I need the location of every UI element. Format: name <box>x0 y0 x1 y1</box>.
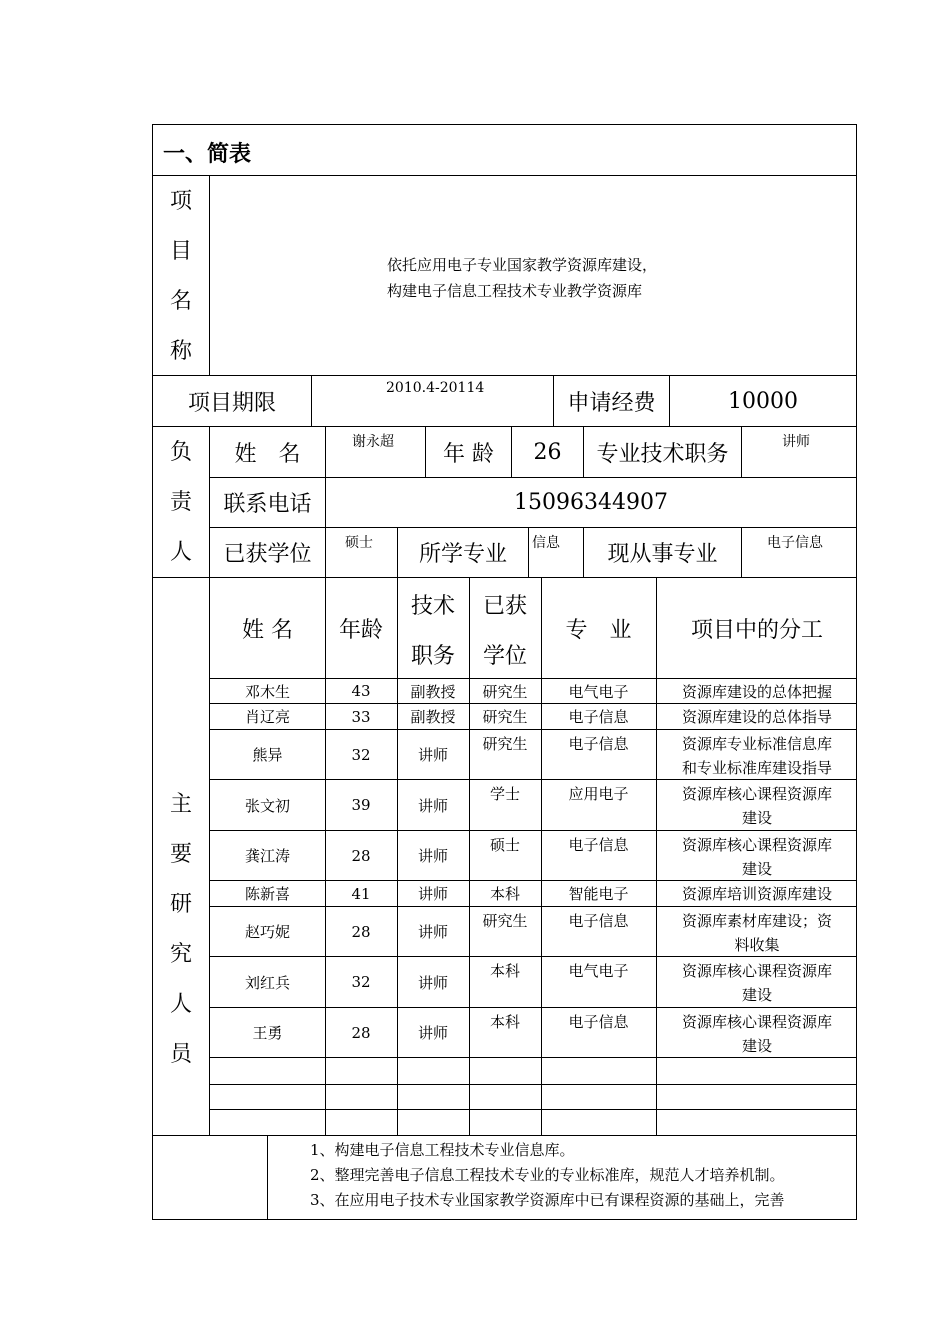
leader-title-cell <box>741 426 857 478</box>
row-role-line2: 和专业标准库建设指导 <box>681 759 832 777</box>
leader-name-label: 姓 名 <box>209 426 326 478</box>
row-role-line2: 建设 <box>741 860 772 878</box>
row-title: 讲师 <box>417 923 448 941</box>
row-role-line1: 资源库核心课程资源库 <box>681 962 832 980</box>
row-age: 41 <box>351 884 371 903</box>
header-role: 项目中的分工 <box>690 617 823 643</box>
period-value: 2010.4-20114 <box>386 380 485 396</box>
row-name: 张文初 <box>244 796 290 815</box>
row-title: 副教授 <box>410 682 456 701</box>
row-degree: 本科 <box>489 885 520 903</box>
row-major: 智能电子 <box>568 885 629 903</box>
project-name-cell <box>209 175 857 376</box>
row-role-line1: 资源库专业标准信息库 <box>681 735 832 753</box>
row-major: 电子信息 <box>568 735 629 753</box>
row-degree: 学士 <box>489 785 520 803</box>
project-name-line1: 依托应用电子专业国家教学资源库建设， <box>387 256 658 274</box>
project-name-label: 项 目 名 称 <box>169 189 192 364</box>
leader-label: 负 责 人 <box>169 440 192 565</box>
content-line-2: 2、整理完善电子信息工程技术专业的专业标准库，规范人才培养机制。 <box>310 1166 785 1184</box>
row-age: 28 <box>351 846 371 865</box>
row-role: 资源库建设的总体把握 <box>681 682 832 701</box>
project-name-line2: 构建电子信息工程技术专业教学资源库 <box>387 282 643 300</box>
degree-value: 硕士 <box>345 535 373 551</box>
period-cell <box>311 375 554 427</box>
work-cell <box>741 527 857 578</box>
row-major: 电子信息 <box>568 836 629 854</box>
major-cell <box>528 527 584 578</box>
row-age: 28 <box>351 1023 371 1042</box>
row-major: 电气电子 <box>568 682 629 701</box>
row-name: 肖辽亮 <box>244 708 290 726</box>
header-degree-line1: 已获 <box>482 594 527 619</box>
row-role-line1: 资源库核心课程资源库 <box>681 785 832 803</box>
leader-title-label: 专业技术职务 <box>583 426 742 478</box>
section-title-cell <box>152 124 857 176</box>
row-name: 龚江涛 <box>244 847 290 865</box>
degree-label: 已获学位 <box>209 527 326 578</box>
leader-label-cell <box>152 426 210 578</box>
row-role: 资源库培训资源库建设 <box>681 885 832 903</box>
funds-label: 申请经费 <box>553 375 670 427</box>
degree-cell <box>325 527 398 578</box>
content-line-3: 3、在应用电子技术专业国家教学资源库中已有课程资源的基础上，完善 <box>310 1191 785 1209</box>
row-degree: 研究生 <box>482 912 528 930</box>
row-role-line2: 建设 <box>741 1037 772 1055</box>
row-degree: 本科 <box>489 1013 520 1031</box>
leader-name-cell <box>325 426 426 478</box>
row-degree: 研究生 <box>482 682 528 701</box>
row-age: 32 <box>351 745 371 764</box>
row-title: 讲师 <box>417 1024 448 1042</box>
row-degree: 本科 <box>489 962 520 980</box>
row-role-line2: 建设 <box>741 809 772 827</box>
leader-age-value: 26 <box>511 426 584 478</box>
major-value: 信息 <box>532 535 560 551</box>
row-degree: 硕士 <box>489 836 520 854</box>
phone-value: 15096344907 <box>325 477 857 528</box>
header-degree-line2: 学位 <box>482 644 527 669</box>
row-major: 电气电子 <box>568 962 629 980</box>
row-role-line1: 资源库核心课程资源库 <box>681 1013 832 1031</box>
content-cell <box>267 1135 857 1220</box>
row-age: 32 <box>351 973 371 991</box>
leader-title-value: 讲师 <box>782 434 810 450</box>
row-degree: 研究生 <box>482 735 528 753</box>
project-name-label-cell <box>152 175 210 376</box>
content-line-1: 1、构建电子信息工程技术专业信息库。 <box>310 1141 575 1159</box>
row-role-line1: 资源库素材库建设；资 <box>681 912 832 930</box>
period-label: 项目期限 <box>152 375 312 427</box>
section-title: 一、简表 <box>163 141 252 167</box>
content-label-cell <box>152 1135 268 1220</box>
row-age: 28 <box>351 922 371 941</box>
summary-form <box>152 124 857 1220</box>
row-name: 陈新喜 <box>244 885 290 903</box>
row-major: 电子信息 <box>568 708 629 726</box>
header-title-line2: 职务 <box>410 644 455 669</box>
staff-table <box>209 577 857 1136</box>
phone-label: 联系电话 <box>209 477 326 528</box>
staff-label: 主 要 研 究 人 员 <box>169 792 192 1067</box>
row-major: 电子信息 <box>568 1013 629 1031</box>
work-label: 现从事专业 <box>583 527 742 578</box>
staff-label-cell <box>152 577 210 1136</box>
leader-age-label: 年 龄 <box>425 426 512 478</box>
row-age: 33 <box>351 707 371 726</box>
leader-name-value: 谢永超 <box>352 434 394 450</box>
row-role-line1: 资源库核心课程资源库 <box>681 836 832 854</box>
row-age: 43 <box>351 682 371 700</box>
row-name: 熊异 <box>252 746 283 764</box>
row-title: 副教授 <box>410 708 456 726</box>
row-major: 电子信息 <box>568 912 629 930</box>
funds-value: 10000 <box>669 375 857 427</box>
row-major: 应用电子 <box>568 785 629 803</box>
row-name: 赵巧妮 <box>244 923 290 941</box>
work-value: 电子信息 <box>767 535 823 551</box>
row-role-line2: 料收集 <box>734 936 780 954</box>
row-name: 王勇 <box>252 1024 283 1042</box>
row-name: 刘红兵 <box>244 973 290 992</box>
row-age: 39 <box>351 796 371 814</box>
major-label: 所学专业 <box>397 527 529 578</box>
row-name: 邓木生 <box>244 682 290 701</box>
header-age: 年龄 <box>338 617 383 643</box>
row-title: 讲师 <box>417 973 448 992</box>
header-title-line1: 技术 <box>410 594 455 619</box>
header-major: 专 业 <box>565 617 632 643</box>
row-title: 讲师 <box>417 796 448 815</box>
row-title: 讲师 <box>417 847 448 865</box>
row-role-line2: 建设 <box>741 986 772 1004</box>
header-name: 姓 名 <box>242 617 293 643</box>
row-role: 资源库建设的总体指导 <box>681 708 832 726</box>
row-degree: 研究生 <box>482 708 528 726</box>
row-title: 讲师 <box>417 746 448 764</box>
row-title: 讲师 <box>417 885 448 903</box>
